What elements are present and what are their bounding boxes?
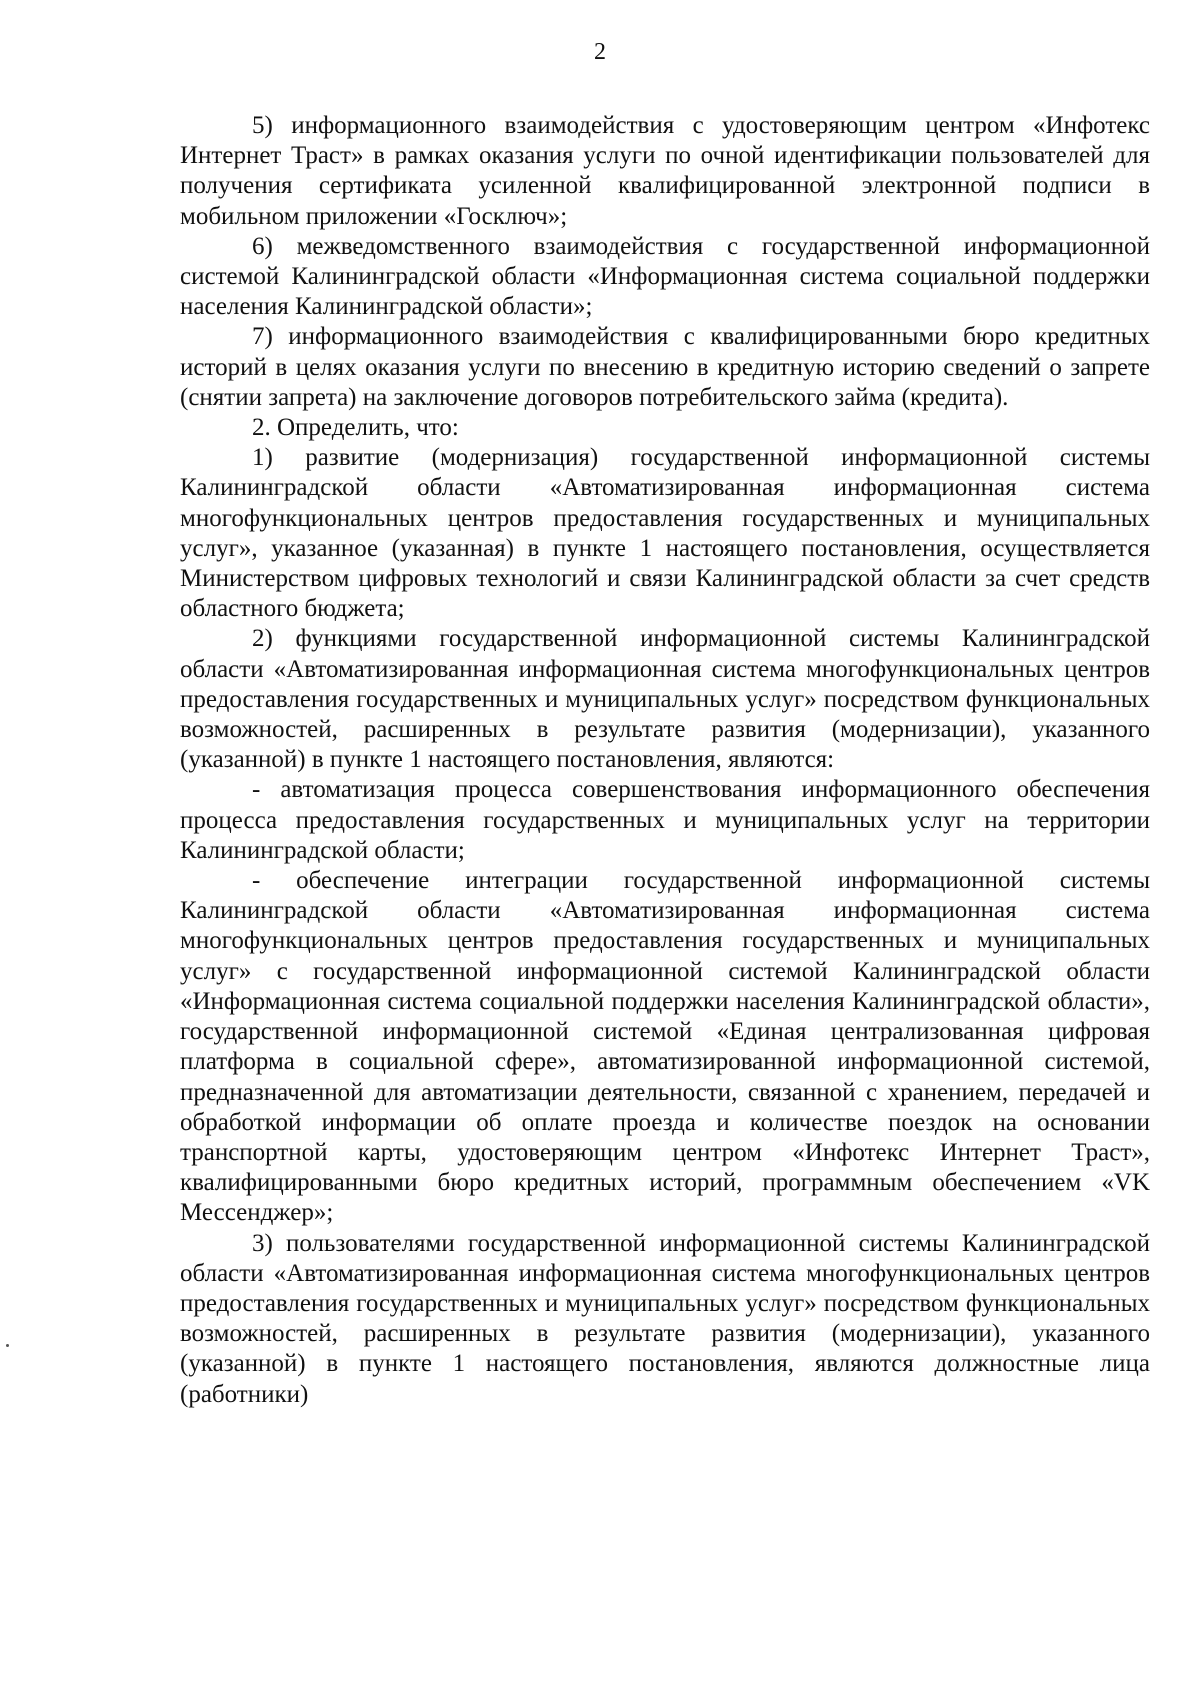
paragraph-clause-2: 2. Определить, что: [252,414,459,442]
paragraph-item-5: 5) информационного взаимодействия с удостоверяющим центром «Инфотекс Интернет Траст» в рамках оказания услуги по очной идентификации пользователей для получения сертификата усиленной квалифицированной электронной подписи в мобильном приложении «Госключ»; [180,112,1150,230]
paragraph-item-7: 7) информационного взаимодействия с квалифицированными бюро кредитных историй в целях оказания услуги по внесению в кредитную историю сведений о запрете (снятии запрета) на заключение договоров потребительского займа (кредита). [180,323,1150,411]
document-body [180,111,1150,1410]
paragraph-subitem-3: 3) пользователями государственной информационной системы Калининградской области «Автоматизированная информационная система многофункциональных центров предоставления государственных и муниципальных услуг» посредством функциональных возможностей, расширенных в результате развития (модернизации), указанного (указанной) в пункте 1 настоящего постановления, являются должностные лица (работники) [180,1229,1150,1408]
paragraph-dash-integration: - обеспечение интеграции государственной информационной системы Калининградской области «Автоматизированная информационная система многофункциональных центров предоставления государственных и муниципальных услуг» с государственной информационной системой Калининградской области «Информационная система социальной поддержки населения Калининградской области», государственной информационной системой «Единая централизованная цифровая платформа в социальной сфере», автоматизированной информационной системой, предназначенной для автоматизации деятельности, связанной с хранением, передачей и обработкой информации об оплате проезда и количестве поездок на основании транспортной карты, удостоверяющим центром «Инфотекс Интернет Траст», квалифицированными бюро кредитных историй, программным обеспечением «VK Мессенджер»; [180,867,1150,1227]
paragraph-subitem-1: 1) развитие (модернизация) государственной информационной системы Калининградской области «Автоматизированная информационная система многофункциональных центров предоставления государственных и муниципальных услуг», указанное (указанная) в пункте 1 настоящего постановления, осуществляется Министерством цифровых технологий и связи Калининградской области за счет средств областного бюджета; [180,444,1150,623]
paragraph-subitem-2: 2) функциями государственной информационной системы Калининградской области «Автоматизированная информационная система многофункциональных центров предоставления государственных и муниципальных услуг» посредством функциональных возможностей, расширенных в результате развития (модернизации), указанного (указанной) в пункте 1 настоящего постановления, являются: [180,625,1150,774]
scan-speck [6,1344,9,1347]
page-number: 2 [594,39,606,65]
paragraph-item-6: 6) межведомственного взаимодействия с государственной информационной системой Калининградской области «Информационная система социальной поддержки населения Калининградской области»; [180,232,1150,321]
paragraph-dash-automation: - автоматизация процесса совершенствования информационного обеспечения процесса предоставления государственных и муниципальных услуг на территории Калининградской области; [180,776,1150,864]
